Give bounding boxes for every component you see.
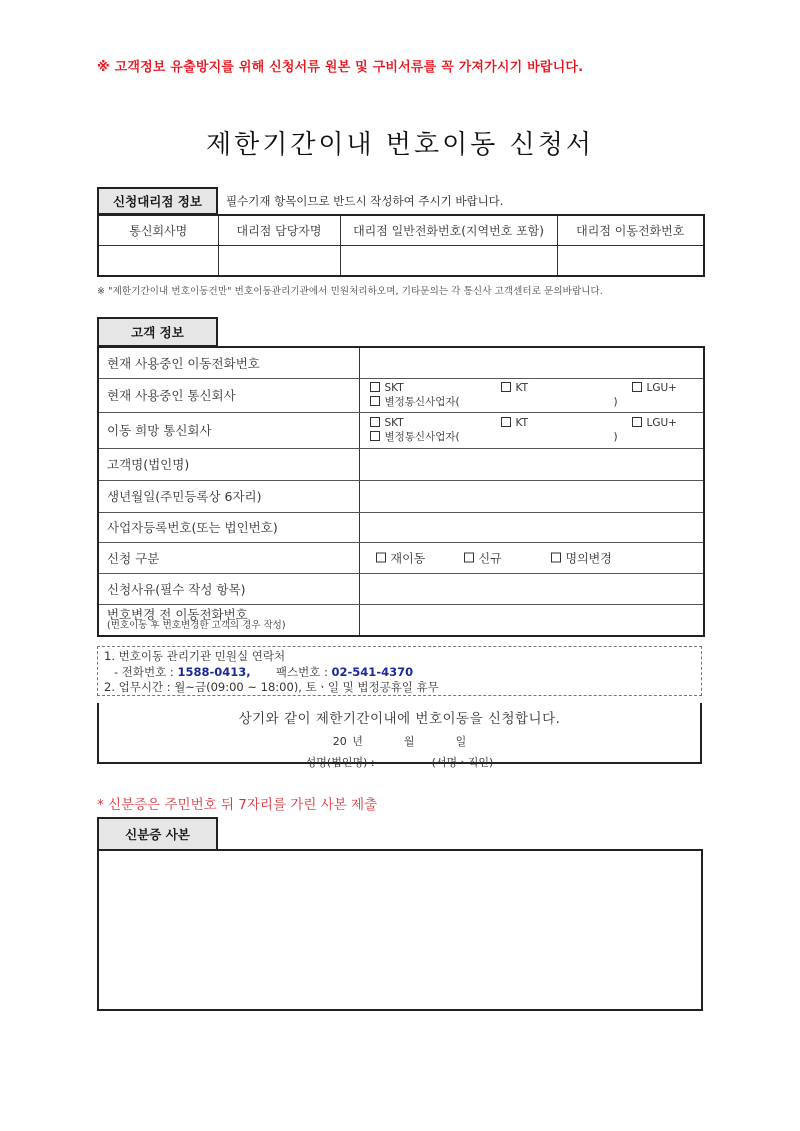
customer-section-tab: [97, 317, 218, 347]
checkbox-icon[interactable]: [370, 382, 380, 392]
table-row: [98, 347, 704, 378]
column-header-agent-landline: 대리점 일반전화번호(지역번호 포함): [340, 215, 557, 246]
checkbox-icon[interactable]: [464, 553, 474, 563]
desired-carrier-mvno-option[interactable]: 별정통신사업자(: [370, 430, 460, 444]
request-type-report-option[interactable]: 재이동: [376, 549, 426, 566]
agent-table-input-row: [98, 246, 704, 277]
table-row: [98, 542, 704, 573]
row-label-request-reason: 신청사유(필수 작성 항목): [98, 573, 359, 604]
column-header-carrier-name: 통신회사명: [98, 215, 218, 246]
current-carrier-skt-option[interactable]: SKT: [370, 381, 404, 395]
checkbox-icon[interactable]: [501, 382, 511, 392]
request-type-name-change-option[interactable]: 명의변경: [551, 549, 612, 566]
column-header-agent-mobile: 대리점 이동전화번호: [557, 215, 704, 246]
checkbox-icon[interactable]: [370, 431, 380, 441]
checkbox-icon[interactable]: [501, 417, 511, 427]
business-number-field[interactable]: [359, 512, 704, 542]
desired-carrier-options: [359, 412, 704, 448]
request-type-new-option[interactable]: 신규: [464, 549, 502, 566]
row-label-previous-number: [98, 604, 359, 636]
row-label-customer-name: 고객명(법인명): [98, 448, 359, 480]
fax-label: 팩스번호 :: [275, 664, 332, 679]
current-carrier-lgu-option[interactable]: LGU+: [632, 381, 677, 395]
page-title: 제한기간이내 번호이동 신청서: [205, 130, 595, 160]
table-row: [98, 573, 704, 604]
declaration-statement: 상기와 같이 제한기간이내에 번호이동을 신청합니다.: [238, 711, 561, 727]
agent-landline-field[interactable]: [340, 246, 557, 277]
declaration-signature: [99, 754, 700, 770]
agent-table-header-row: [98, 215, 704, 246]
column-header-agent-contact-name: 대리점 담당자명: [218, 215, 340, 246]
birthdate-field[interactable]: [359, 480, 704, 512]
checkbox-icon[interactable]: [551, 553, 561, 563]
contact-info-box: [97, 646, 702, 696]
previous-number-label: 번호변경 전 이동전화번호: [107, 606, 248, 622]
desired-carrier-kt-option[interactable]: KT: [501, 416, 528, 430]
declaration-box: [97, 703, 702, 769]
contact-info-heading: 1. 번호이동 관리기관 민원실 연락처: [104, 649, 286, 663]
previous-number-field[interactable]: [359, 604, 704, 636]
desired-carrier-lgu-option[interactable]: LGU+: [632, 416, 677, 430]
mvno-close-paren: ): [613, 431, 618, 443]
table-row: [98, 378, 704, 412]
current-number-field[interactable]: [359, 347, 704, 378]
id-copy-attachment-area[interactable]: [97, 849, 703, 1011]
signature-label: 성명(법인명) :: [305, 756, 375, 769]
table-row: [98, 512, 704, 542]
checkbox-icon[interactable]: [376, 553, 386, 563]
agent-section-tab-label: 신청대리점 정보: [113, 194, 202, 209]
checkbox-icon[interactable]: [632, 382, 642, 392]
business-hours-line: 2. 업무시간 : 월~금(09:00 ~ 18:00), 토ㆍ일 및 법정공휴일 휴무: [104, 680, 439, 694]
carrier-name-field[interactable]: [98, 246, 218, 277]
checkbox-icon[interactable]: [370, 417, 380, 427]
desired-carrier-skt-option[interactable]: SKT: [370, 416, 404, 430]
mvno-close-paren: ): [613, 396, 618, 408]
customer-name-field[interactable]: [359, 448, 704, 480]
customer-info-table: [97, 346, 705, 637]
agent-section-tab: [97, 187, 218, 215]
previous-number-sublabel: (번호이동 후 번호변경한 고객의 경우 작성): [107, 619, 286, 631]
row-label-current-carrier: 현재 사용중인 통신회사: [98, 378, 359, 412]
row-label-business-number: 사업자등록번호(또는 법인번호): [98, 512, 359, 542]
current-carrier-mvno-option[interactable]: 별정통신사업자(: [370, 395, 460, 409]
row-label-current-number: 현재 사용중인 이동전화번호: [98, 347, 359, 378]
agent-info-table: [97, 214, 705, 277]
agent-section-note: 필수기재 항목이므로 반드시 작성하여 주시기 바랍니다.: [226, 194, 504, 208]
checkbox-icon[interactable]: [370, 396, 380, 406]
customer-section-tab-label: 고객 정보: [131, 325, 184, 340]
agent-contact-name-field[interactable]: [218, 246, 340, 277]
request-type-options: [359, 542, 704, 573]
id-copy-tab-label: 신분증 사본: [125, 827, 190, 842]
row-label-desired-carrier: 이동 희망 통신회사: [98, 412, 359, 448]
checkbox-icon[interactable]: [632, 417, 642, 427]
phone-number: 1588-0413,: [177, 664, 251, 679]
agent-footnote: ※ "제한기간이내 번호이동건만" 번호이동관리기관에서 민원처리하오며, 기타문의는 각 통신사 고객센터로 문의바랍니다.: [97, 286, 603, 297]
id-copy-note: * 신분증은 주민번호 뒤 7자리를 가린 사본 제출: [97, 797, 378, 813]
top-notice: ※ 고객정보 유출방지를 위해 신청서류 원본 및 구비서류를 꼭 가져가시기 바랍니다.: [97, 60, 584, 75]
current-carrier-options: [359, 378, 704, 412]
declaration-date: 20 년 월 일: [332, 735, 467, 748]
table-row: [98, 604, 704, 636]
phone-label: - 전화번호 :: [114, 664, 178, 679]
table-row: [98, 448, 704, 480]
row-label-request-type: 신청 구분: [98, 542, 359, 573]
fax-number: 02-541-4370: [331, 664, 414, 679]
signature-hint: (서명ㆍ직인): [431, 756, 494, 769]
id-copy-tab: [97, 817, 218, 851]
agent-mobile-field[interactable]: [557, 246, 704, 277]
table-row: [98, 480, 704, 512]
request-reason-field[interactable]: [359, 573, 704, 604]
contact-phone-line: [104, 665, 701, 681]
row-label-birthdate: 생년월일(주민등록상 6자리): [98, 480, 359, 512]
current-carrier-kt-option[interactable]: KT: [501, 381, 528, 395]
table-row: [98, 412, 704, 448]
